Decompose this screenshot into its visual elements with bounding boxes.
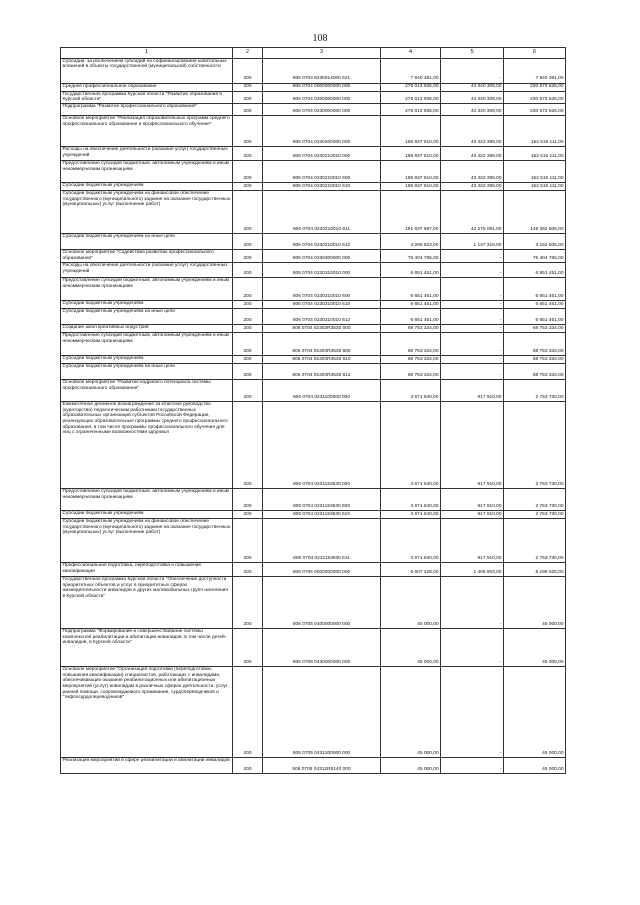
- row-value-executed: -: [441, 250, 504, 263]
- row-name: Реализация мероприятий в сфере реабилитации и абилитации инвалидов: [61, 758, 233, 774]
- row-value-remainder: 149 362 606,00: [504, 191, 566, 234]
- row-name: Субсидии, за исключением субсидий на софинансирование капитальных вложений в объекты государственной (муниципальной) собственности: [61, 58, 233, 83]
- row-value-approved: 191 637 687,00: [381, 191, 441, 234]
- table-row: [61, 629, 566, 667]
- table-row: [61, 183, 566, 191]
- row-value-approved: 6 651 451,00: [381, 278, 441, 301]
- row-value-remainder: 68 753 334,00: [504, 325, 566, 333]
- row-budget-code: 806 0704 0231153630 610: [263, 511, 381, 519]
- row-budget-code: 806 0704 0230310010 610: [263, 301, 381, 309]
- header-col-5: 5: [441, 48, 504, 59]
- row-name: Предоставление субсидий бюджетным, автономным учреждениям и иным некоммерческим организациям: [61, 333, 233, 356]
- row-name: Предоставление субсидий бюджетным, автономным учреждениям и иным некоммерческим организациям: [61, 489, 233, 511]
- row-value-approved: 6 651 451,00: [381, 263, 441, 278]
- table-row: [61, 577, 566, 629]
- row-name: Расходы на обеспечение деятельности (оказание услуг) государственных учреждений: [61, 263, 233, 278]
- row-value-remainder: 5 198 525,00: [504, 563, 566, 577]
- row-admin-code: 200: [233, 519, 263, 563]
- row-value-remainder: 6 651 451,00: [504, 263, 566, 278]
- row-admin-code: 200: [233, 629, 263, 667]
- row-value-remainder: 152 515 111,00: [504, 161, 566, 183]
- row-value-approved: 45 000,00: [381, 667, 441, 758]
- row-budget-code: 806 0705 0000000000 000: [263, 563, 381, 577]
- row-value-remainder: 45 000,00: [504, 629, 566, 667]
- row-value-approved: 68 753 334,00: [381, 356, 441, 364]
- row-value-approved: 68 753 334,00: [381, 364, 441, 380]
- row-value-remainder: 2 753 730,00: [504, 402, 566, 489]
- row-admin-code: 200: [233, 191, 263, 234]
- row-budget-code: 806 0704 0231153630 600: [263, 489, 381, 511]
- row-admin-code: 200: [233, 577, 263, 629]
- row-value-executed: 917 910,00: [441, 380, 504, 402]
- row-admin-code: 200: [233, 116, 263, 147]
- row-value-remainder: 68 753 334,00: [504, 364, 566, 380]
- row-admin-code: 200: [233, 333, 263, 356]
- row-value-executed: 917 910,00: [441, 489, 504, 511]
- row-name: Субсидии бюджетным учреждениям на иные цели: [61, 364, 233, 380]
- table-row: [61, 58, 566, 83]
- table-row: [61, 301, 566, 309]
- table-row: [61, 325, 566, 333]
- budget-table: [60, 47, 566, 774]
- row-value-executed: 917 910,00: [441, 519, 504, 563]
- row-value-executed: 44 340 309,00: [441, 104, 504, 116]
- row-admin-code: 200: [233, 58, 263, 83]
- row-name: Субсидии бюджетным учреждениям: [61, 301, 233, 309]
- row-value-executed: 1 408 903,00: [441, 563, 504, 577]
- row-admin-code: 200: [233, 380, 263, 402]
- row-admin-code: 200: [233, 309, 263, 325]
- row-budget-code: 806 0705 0430000000 000: [263, 629, 381, 667]
- row-budget-code: 806 0705 0400000000 000: [263, 577, 381, 629]
- row-value-approved: 276 013 935,00: [381, 104, 441, 116]
- table-row: [61, 263, 566, 278]
- row-admin-code: 200: [233, 263, 263, 278]
- row-name: Субсидии бюджетным учреждениям на иные цели: [61, 234, 233, 250]
- row-value-remainder: 230 673 626,00: [504, 91, 566, 104]
- row-value-executed: -: [441, 263, 504, 278]
- row-budget-code: 806 0704 0231153630 611: [263, 519, 381, 563]
- row-value-remainder: 152 515 111,00: [504, 147, 566, 161]
- row-value-approved: 45 000,00: [381, 758, 441, 774]
- row-value-executed: 44 340 309,00: [441, 83, 504, 91]
- row-name: Основное мероприятие "Развитие кадрового потенциала системы профессионального образования": [61, 380, 233, 402]
- row-value-executed: -: [441, 58, 504, 83]
- row-budget-code: 806 0704 0230210010 000: [263, 147, 381, 161]
- row-value-approved: 195 937 510,00: [381, 183, 441, 191]
- row-name: Основное мероприятие "Организация подготовки (переподготовки, повышения квалификации) специалистов, работающих с инвалидами, обеспечивающих оказание реабилитационных или абилитационных мероприятий (услуг) инвалидам в различных сферах деятельности, услуг ранней помощи, сопровождаемого проживания, сурдопереводчиков и "тифлосурдопереводчиков": [61, 667, 233, 758]
- row-value-remainder: 68 753 334,00: [504, 356, 566, 364]
- row-value-executed: -: [441, 577, 504, 629]
- row-value-remainder: 2 753 730,00: [504, 519, 566, 563]
- table-row: [61, 563, 566, 577]
- row-budget-code: 806 0704 0230310010 000: [263, 263, 381, 278]
- row-value-approved: 7 940 381,00: [381, 58, 441, 83]
- row-value-approved: 3 671 640,00: [381, 489, 441, 511]
- row-admin-code: 200: [233, 104, 263, 116]
- header-col-2: 2: [233, 48, 263, 59]
- row-name: Субсидии бюджетным учреждениям: [61, 511, 233, 519]
- table-row: [61, 83, 566, 91]
- row-name: Субсидии бюджетным учреждениям на финансовое обеспечение государственного (муниципального) задания на оказание государственных (муниципальных) услуг (выполнение работ): [61, 519, 233, 563]
- row-value-executed: -: [441, 309, 504, 325]
- row-name: Создание школ креативных индустрий: [61, 325, 233, 333]
- row-value-remainder: 152 515 111,00: [504, 183, 566, 191]
- row-value-approved: 68 753 334,00: [381, 333, 441, 356]
- row-name: Субсидии бюджетным учреждениям: [61, 183, 233, 191]
- row-admin-code: 200: [233, 325, 263, 333]
- table-header: [61, 48, 566, 59]
- table-row: [61, 380, 566, 402]
- row-value-remainder: 45 000,00: [504, 667, 566, 758]
- row-value-remainder: 2 753 730,00: [504, 511, 566, 519]
- row-budget-code: 806 0704 0231100000 000: [263, 380, 381, 402]
- row-value-executed: 44 340 309,00: [441, 91, 504, 104]
- table-row: [61, 91, 566, 104]
- table-row: [61, 250, 566, 263]
- row-value-executed: 917 910,00: [441, 511, 504, 519]
- table-row: [61, 278, 566, 301]
- row-value-remainder: 230 673 626,00: [504, 104, 566, 116]
- row-value-approved: 3 671 640,00: [381, 380, 441, 402]
- row-budget-code: 806 0704 0200000000 000: [263, 91, 381, 104]
- row-value-remainder: 152 515 111,00: [504, 116, 566, 147]
- row-name: Профессиональная подготовка, переподготовка и повышение квалификации: [61, 563, 233, 577]
- row-budget-code: 806 0704 0230200000 000: [263, 116, 381, 147]
- row-value-approved: 276 013 935,00: [381, 83, 441, 91]
- row-value-executed: -: [441, 325, 504, 333]
- row-value-executed: -: [441, 356, 504, 364]
- row-value-approved: 4 299 823,00: [381, 234, 441, 250]
- row-admin-code: 200: [233, 250, 263, 263]
- row-admin-code: 200: [233, 83, 263, 91]
- row-value-remainder: 6 651 451,00: [504, 301, 566, 309]
- row-budget-code: 806 0704 0230300000 000: [263, 250, 381, 263]
- table-row: [61, 356, 566, 364]
- row-value-remainder: 7 940 381,00: [504, 58, 566, 83]
- row-value-approved: 45 000,00: [381, 577, 441, 629]
- row-value-approved: 68 753 334,00: [381, 325, 441, 333]
- row-budget-code: 806 0705 04312R5140 000: [263, 758, 381, 774]
- row-value-remainder: 3 152 505,00: [504, 234, 566, 250]
- row-name: Субсидии бюджетным учреждениям на иные цели: [61, 309, 233, 325]
- table-row: [61, 364, 566, 380]
- table-row: [61, 402, 566, 489]
- row-value-executed: 1 147 318,00: [441, 234, 504, 250]
- row-value-remainder: 6 651 451,00: [504, 278, 566, 301]
- row-name: Государственная программа Курской области "Развитие образования в Курской области": [61, 91, 233, 104]
- row-budget-code: 806 0704 0230310010 600: [263, 278, 381, 301]
- table-row: [61, 758, 566, 774]
- row-value-executed: 43 422 399,00: [441, 116, 504, 147]
- row-value-remainder: 230 673 626,00: [504, 83, 566, 91]
- table-row: [61, 147, 566, 161]
- row-value-remainder: 6 651 451,00: [504, 309, 566, 325]
- table-row: [61, 116, 566, 147]
- row-value-executed: 43 422 399,00: [441, 161, 504, 183]
- row-budget-code: 806 0703 8230014000 521: [263, 58, 381, 83]
- row-budget-code: 806 0704 0231153630 000: [263, 402, 381, 489]
- row-admin-code: 200: [233, 91, 263, 104]
- row-budget-code: 806 0704 02303R3530 612: [263, 364, 381, 380]
- row-budget-code: 806 0704 0230210010 612: [263, 234, 381, 250]
- row-value-approved: 3 671 640,00: [381, 519, 441, 563]
- table-body: [61, 58, 566, 774]
- table-row: [61, 333, 566, 356]
- row-budget-code: 806 0704 0230000000 000: [263, 104, 381, 116]
- header-col-4: 4: [381, 48, 441, 59]
- row-name: Расходы на обеспечение деятельности (оказание услуг) государственных учреждений: [61, 147, 233, 161]
- table-row: [61, 309, 566, 325]
- row-value-executed: -: [441, 278, 504, 301]
- row-value-executed: -: [441, 629, 504, 667]
- row-value-approved: 75 404 765,00: [381, 250, 441, 263]
- row-budget-code: 806 0704 0000000000 000: [263, 83, 381, 91]
- page-number: 108: [312, 33, 328, 44]
- row-value-remainder: 68 753 334,00: [504, 333, 566, 356]
- row-value-executed: 43 422 399,00: [441, 183, 504, 191]
- row-value-executed: -: [441, 301, 504, 309]
- table-row: [61, 191, 566, 234]
- row-admin-code: 200: [233, 161, 263, 183]
- row-budget-code: 806 0705 0431200000 000: [263, 667, 381, 758]
- row-name: Предоставление субсидий бюджетным, автономным учреждениям и иным некоммерческим организациям: [61, 278, 233, 301]
- row-value-approved: 6 651 451,00: [381, 309, 441, 325]
- row-value-executed: -: [441, 667, 504, 758]
- row-value-approved: 195 937 510,00: [381, 161, 441, 183]
- row-name: Основное мероприятие "Содействие развитию профессионального образования": [61, 250, 233, 263]
- row-budget-code: 806 0704 0230210010 610: [263, 183, 381, 191]
- row-admin-code: 200: [233, 511, 263, 519]
- row-value-approved: 195 937 510,00: [381, 116, 441, 147]
- row-budget-code: 806 0704 0230210010 611: [263, 191, 381, 234]
- row-value-executed: -: [441, 758, 504, 774]
- row-value-executed: -: [441, 333, 504, 356]
- row-value-approved: 45 000,00: [381, 629, 441, 667]
- header-col-6: 6: [504, 48, 566, 59]
- row-budget-code: 806 0704 0230210010 600: [263, 161, 381, 183]
- row-name: Предоставление субсидий бюджетным, автономным учреждениям и иным некоммерческим организациям: [61, 161, 233, 183]
- row-value-approved: 6 651 451,00: [381, 301, 441, 309]
- row-admin-code: 200: [233, 402, 263, 489]
- row-value-remainder: 45 000,00: [504, 577, 566, 629]
- table-row: [61, 519, 566, 563]
- table-row: [61, 667, 566, 758]
- row-admin-code: 200: [233, 758, 263, 774]
- table-row: [61, 234, 566, 250]
- row-admin-code: 200: [233, 234, 263, 250]
- row-budget-code: 806 0704 02303R3530 000: [263, 325, 381, 333]
- row-budget-code: 806 0704 02303R3530 600: [263, 333, 381, 356]
- row-name: Подпрограмма "Развитие профессионального образования": [61, 104, 233, 116]
- row-budget-code: 806 0704 02303R3530 610: [263, 356, 381, 364]
- header-col-1: 1: [61, 48, 233, 59]
- row-value-approved: 3 671 640,00: [381, 402, 441, 489]
- row-value-remainder: 2 753 730,00: [504, 380, 566, 402]
- row-value-approved: 3 671 640,00: [381, 511, 441, 519]
- row-admin-code: 200: [233, 356, 263, 364]
- row-admin-code: 200: [233, 489, 263, 511]
- row-admin-code: 200: [233, 147, 263, 161]
- row-admin-code: 200: [233, 563, 263, 577]
- row-value-approved: 276 013 935,00: [381, 91, 441, 104]
- row-budget-code: 806 0704 0230310010 612: [263, 309, 381, 325]
- row-admin-code: 200: [233, 364, 263, 380]
- row-value-approved: 6 607 428,00: [381, 563, 441, 577]
- row-name: Основное мероприятие "Реализация образовательных программ среднего профессионального образования и профессионального обучения": [61, 116, 233, 147]
- row-admin-code: 200: [233, 278, 263, 301]
- row-name: Ежемесячное денежное вознаграждение за классное руководство (кураторство) педагогическим работникам государственных образовательных организаций субъектов Российской Федерации, реализующих образовательные программы среднего профессионального образования, в том числе программы профессионального обучения для лиц с ограниченными возможностями здоровья: [61, 402, 233, 489]
- row-name: Субсидии бюджетным учреждениям: [61, 356, 233, 364]
- table-row: [61, 489, 566, 511]
- row-value-approved: 195 937 510,00: [381, 147, 441, 161]
- row-value-remainder: 2 753 730,00: [504, 489, 566, 511]
- row-name: Подпрограмма "Формирование и совершенствование системы комплексной реабилитации и абилитации инвалидов, в том числе детей-инвалидов, в Курской области": [61, 629, 233, 667]
- table-row: [61, 104, 566, 116]
- row-value-executed: 917 910,00: [441, 402, 504, 489]
- row-name: Субсидии бюджетным учреждениям на финансовое обеспечение государственного (муниципального) задания на оказание государственных (муниципальных) услуг (выполнение работ): [61, 191, 233, 234]
- table-row: [61, 161, 566, 183]
- row-value-executed: 43 422 399,00: [441, 147, 504, 161]
- table-row: [61, 511, 566, 519]
- row-value-remainder: 75 404 765,00: [504, 250, 566, 263]
- row-value-executed: -: [441, 364, 504, 380]
- row-value-executed: 42 275 081,00: [441, 191, 504, 234]
- row-value-remainder: 45 000,00: [504, 758, 566, 774]
- row-name: Среднее профессиональное образование: [61, 83, 233, 91]
- row-admin-code: 200: [233, 667, 263, 758]
- row-admin-code: 200: [233, 183, 263, 191]
- row-admin-code: 200: [233, 301, 263, 309]
- header-col-3: 3: [263, 48, 381, 59]
- row-name: Государственная программа Курской области "Обеспечение доступности приоритетных объектов и услуг в приоритетных сферах жизнедеятельности инвалидов и других маломобильных групп населения в Курской области": [61, 577, 233, 629]
